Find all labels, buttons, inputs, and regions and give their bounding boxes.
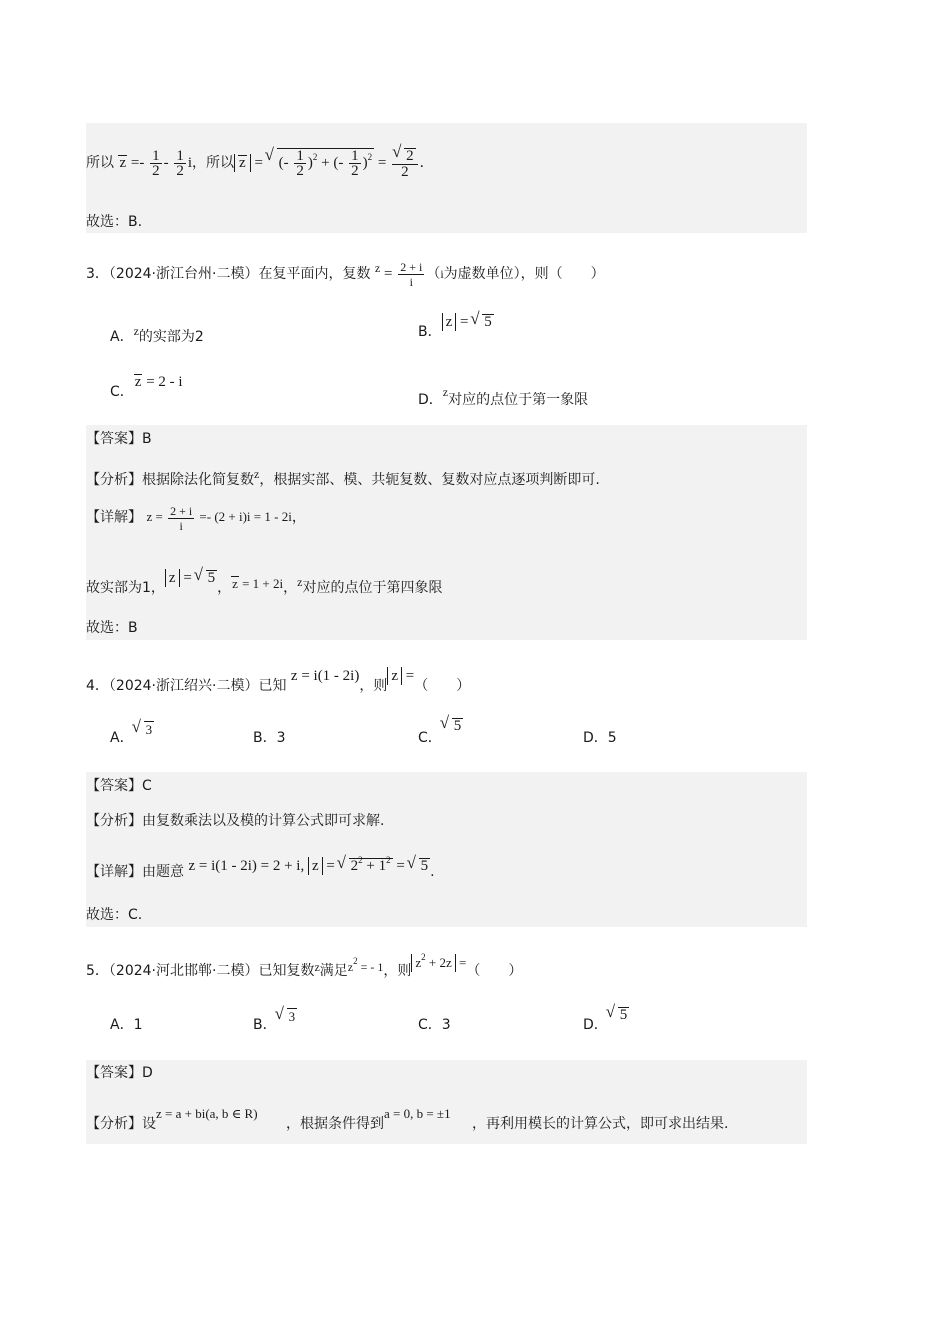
q5-option-a[interactable]: A．1 [110,1017,143,1033]
q3-detail-conclusion: 故实部为1，z = √ 5，z = 1 + 2i，z对应的点位于第四象限 [86,568,442,598]
q5-option-c[interactable]: C．3 [418,1017,451,1033]
q5-option-b[interactable]: B．√ 3 [253,1007,297,1035]
q3-option-c[interactable]: C．z = 2 - i [110,374,183,400]
choose-line: 故选：B. [86,214,143,230]
question-5-stem: 5．（2024·河北邯郸·二模）已知复数z满足$z^2$ = - 1，则$z^2 + 2z$ =（ ） [86,952,523,979]
q4-answer: 【答案】C [86,778,152,794]
solution-line: 所以 z =- $\frac{1}{2}$ - $\frac{1}{2}$ i，所以 z = √ (- $\frac{1}{2}$ )$^2$ + (- $\frac{1}{2}$ )$^2$ = √ $\frac{2}{2}$ ． [86,148,434,179]
question-3-stem: 3．（2024·浙江台州·二模）在复平面内，复数 $^z$ = $\frac{2 + i}{i}$ （i为虚数单位），则（ ） [86,260,605,290]
q5-answer: 【答案】D [86,1065,153,1081]
q4-analysis: 【分析】由复数乘法以及模的计算公式即可求解. [86,813,385,829]
q3-option-b[interactable]: B．z = √ 5 [418,312,494,342]
q4-option-d[interactable]: D．5 [583,730,617,746]
q3-detail: 【详解】 z = $\frac{2 + i}{i}$ =- (2 + i)i = 1 - 2i， [86,504,306,533]
q4-detail: 【详解】由题意 z = i(1 - 2i) = 2 + i, z = √ $2^2 + 1^2$ = √ 5 . [86,856,435,882]
symbol-i: i [440,267,444,281]
formula-z-def: $^z$ = $\frac{2 + i}{i}$ [374,260,423,290]
q4-choose: 故选：C. [86,907,143,923]
q4-solution-block [86,772,807,927]
formula-conj-z: z =- $\frac{1}{2}$ - $\frac{1}{2}$ i [119,148,193,179]
q3-option-a[interactable]: A．z的实部为2 [110,324,204,345]
q3-answer: 【答案】B [86,431,152,447]
q4-option-a[interactable]: A．√ 3 [110,720,154,748]
question-4-stem: 4．（2024·浙江绍兴·二模）已知 z = i(1 - 2i)，则z =（ ） [86,668,471,694]
q5-analysis: 【分析】设z = a + bi(a, b ∈ R)，根据条件得到a = 0, b = ±1，再利用模长的计算公式，即可求出结果. [86,1106,729,1132]
q3-choose: 故选：B [86,620,138,636]
q5-option-d[interactable]: D．√ 5 [583,1005,629,1035]
q4-option-c[interactable]: C．√ 5 [418,716,463,748]
q3-option-d[interactable]: D．z对应的点位于第一象限 [418,385,589,408]
q3-analysis: 【分析】根据除法化简复数z，根据实部、模、共轭复数、复数对应点逐项判断即可. [86,467,600,488]
q4-option-b[interactable]: B．3 [253,730,286,746]
formula-modulus: z = √ (- $\frac{1}{2}$ )$^2$ + (- $\frac{1}{2}$ )$^2$ = √ $\frac{2}{2}$ [234,155,420,171]
